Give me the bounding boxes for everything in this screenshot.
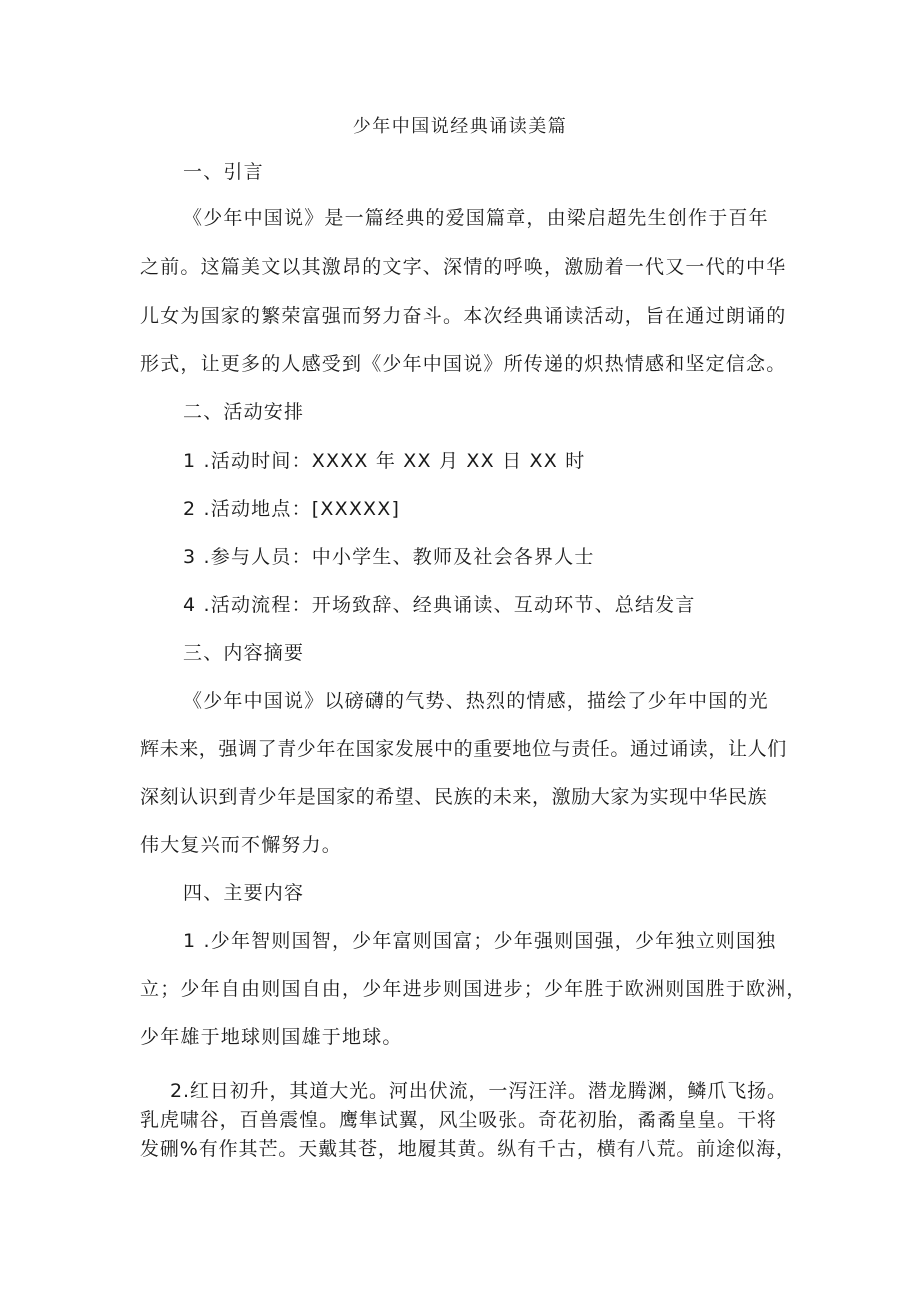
- paragraph-line: 立；少年自由则国自由，少年进步则国进步；少年胜于欧洲则国胜于欧洲，: [140, 978, 807, 1000]
- section-heading-summary: 三、内容摘要: [183, 642, 305, 664]
- list-item: 3 .参与人员：中小学生、教师及社会各界人士: [183, 546, 595, 568]
- document-title: 少年中国说经典诵读美篇: [352, 116, 568, 137]
- section-heading-intro: 一、引言: [183, 161, 264, 183]
- paragraph-line: 辉未来，强调了青少年在国家发展中的重要地位与责任。通过诵读，让人们: [140, 738, 787, 760]
- paragraph-line: 儿女为国家的繁荣富强而努力奋斗。本次经典诵读活动，旨在通过朗诵的: [140, 305, 787, 327]
- paragraph-line: 之前。这篇美文以其激昂的文字、深情的呼唤，激励着一代又一代的中华: [140, 256, 787, 278]
- section-heading-arrangement: 二、活动安排: [183, 401, 305, 423]
- paragraph-line: 发硎%有作其芒。天戴其苍，地履其黄。纵有千古，横有八荒。前途似海，: [140, 1138, 796, 1160]
- paragraph-line: 少年雄于地球则国雄于地球。: [140, 1026, 403, 1048]
- paragraph-line: 《少年中国说》是一篇经典的爱国篇章，由梁启超先生创作于百年: [183, 207, 769, 229]
- paragraph-line: 深刻认识到青少年是国家的希望、民族的未来，激励大家为实现中华民族: [140, 786, 768, 808]
- paragraph-line: 《少年中国说》以磅礴的气势、热烈的情感，描绘了少年中国的光: [183, 690, 769, 712]
- section-heading-content: 四、主要内容: [183, 882, 305, 904]
- list-item: 2 .活动地点：[XXXXX]: [183, 498, 401, 520]
- list-item: 1 .活动时间：XXXX 年 XX 月 XX 日 XX 时: [183, 450, 586, 472]
- paragraph-line: 形式，让更多的人感受到《少年中国说》所传递的炽热情感和坚定信念。: [140, 353, 787, 375]
- paragraph-line: 2.红日初升，其道大光。河出伏流，一泻汪洋。潜龙腾渊，鳞爪飞扬。: [170, 1080, 787, 1102]
- paragraph-line: 乳虎啸谷，百兽震惶。鹰隼试翼，风尘吸张。奇花初胎，矞矞皇皇。干将: [140, 1109, 777, 1131]
- paragraph-line: 1 .少年智则国智，少年富则国富；少年强则国强，少年独立则国独: [183, 930, 777, 952]
- list-item: 4 .活动流程：开场致辞、经典诵读、互动环节、总结发言: [183, 594, 696, 616]
- paragraph-line: 伟大复兴而不懈努力。: [140, 834, 343, 856]
